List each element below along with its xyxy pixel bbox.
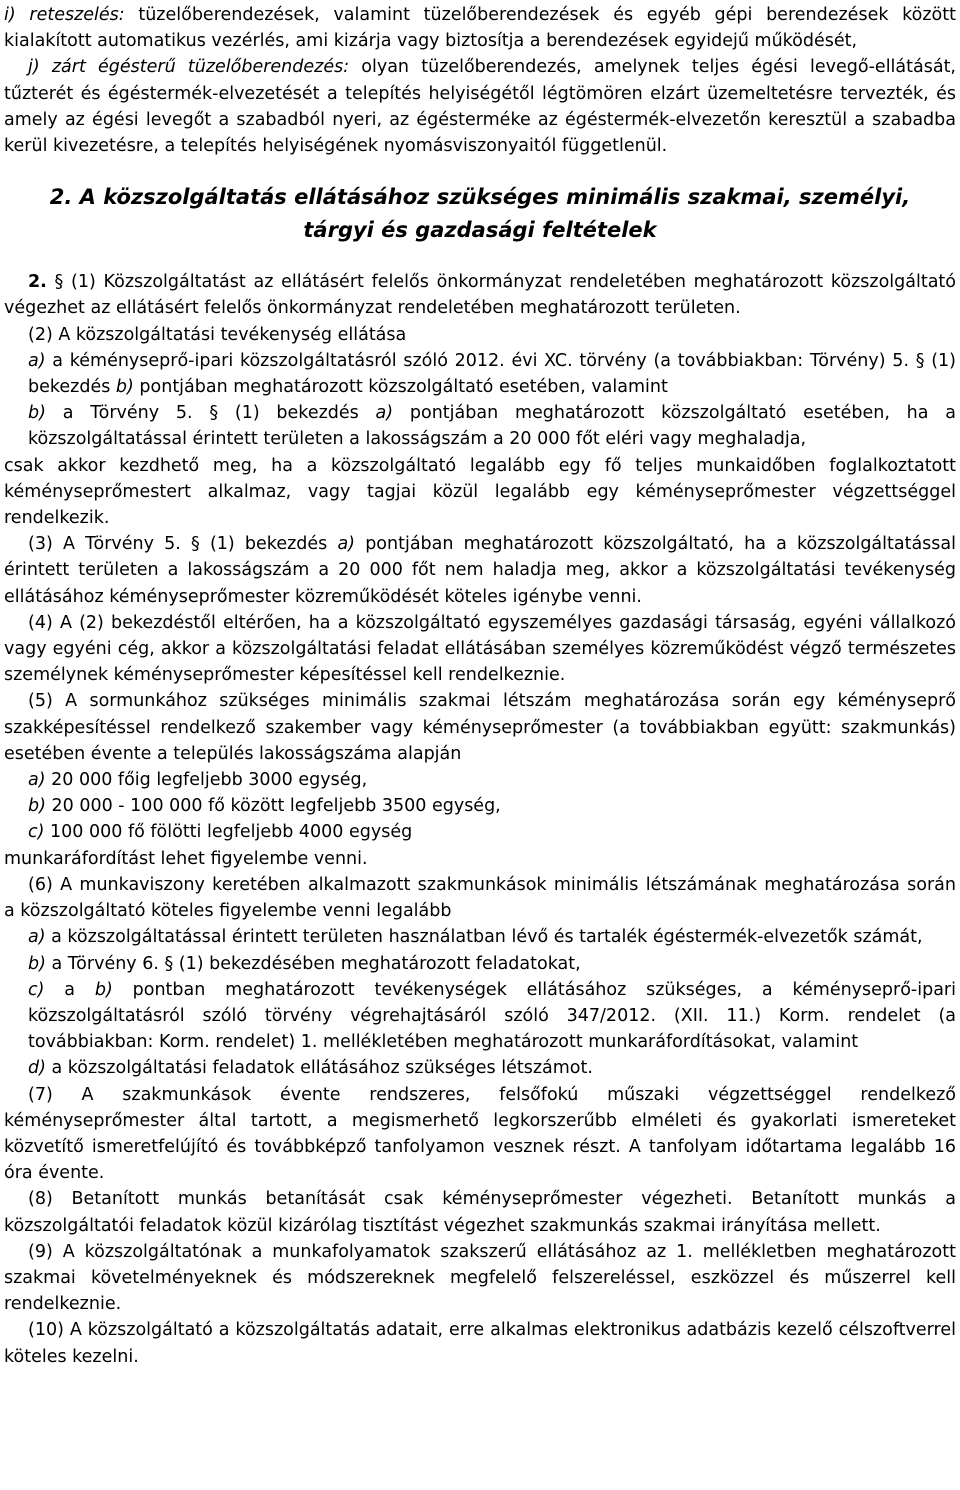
paragraph-5-item-a <box>4 767 956 793</box>
item-label: c) <box>28 822 45 843</box>
item-label: b) <box>28 953 46 974</box>
paragraph-5-tail: munkaráfordítást lehet figyelembe venni. <box>4 848 368 869</box>
definition-j <box>4 54 956 159</box>
paragraph-5-item-c <box>4 819 956 845</box>
paragraph-3 <box>4 531 956 610</box>
item-text: pontjában meghatározott közszolgáltató esetében, valamint <box>133 377 668 398</box>
paragraph-number: 2. <box>28 272 47 293</box>
definition-i-text: tüzelőberendezések, valamint tüzelőberendezések és egyéb gépi berendezések között kialakított automatikus vezérlés, ami kizárja vagy biztosítja a berendezések egyidejű működését, <box>4 5 956 52</box>
item-text: a <box>44 979 95 1000</box>
paragraph-1-text: § (1) Közszolgáltatást az ellátásért felelős önkormányzat rendeletében meghatározott közszolgáltató végezhet az ellátásért felelős önkormányzat rendeletében meghatározott területen. <box>4 272 956 319</box>
item-label: b) <box>28 403 46 424</box>
definition-i <box>4 2 956 54</box>
paragraph-2-tail: csak akkor kezdhető meg, ha a közszolgáltató legalább egy fő teljes munkaidőben foglalkoztatott kéményseprőmestert alkalmaz, vagy tagjai közül legalább egy kéményseprőmester végzettséggel rendelkezik. <box>4 455 956 529</box>
section-heading-line1: 2. A közszolgáltatás ellátásához szükséges minimális szakmai, személyi, <box>49 185 911 210</box>
item-text: 20 000 - 100 000 fő között legfeljebb 3500 egység, <box>45 796 501 817</box>
definition-j-label: j) zárt égésterű tüzelőberendezés: <box>28 57 350 78</box>
item-text: 20 000 főig legfeljebb 3000 egység, <box>45 770 368 791</box>
paragraph-7: (7) A szakmunkások évente rendszeres, felsőfokú műszaki végzettséggel rendelkező kéményseprőmester által tartott, a megismerhető legkorszerűbb elméleti és gyakorlati ismereteket közvetítő ismeretfelújító és továbbképző tanfolyamon vesznek részt. A tanfolyam időtartama legalább 16 óra évente. <box>4 1084 956 1184</box>
definition-j-text: olyan tüzelőberendezés, amelynek teljes égési levegő-ellátását, tűzterét és égéstermék-elvezetését a telepítés helyiségétől légtömören elzárt üzemeltetésre tervezték, és amely az égési levegőt a szabadból nyeri, az égésterméke az égéstermék-elvezetőn keresztül a szabadba kerül kivezetésre, a telepítés helyiségének nyomásviszonyaitól függetlenül. <box>4 57 956 157</box>
section-heading-line2: tárgyi és gazdasági feltételek <box>303 218 657 243</box>
item-text: 100 000 fő fölötti legfeljebb 4000 egység <box>44 822 413 843</box>
item-text: a Törvény 6. § (1) bekezdésében meghatározott feladatokat, <box>45 953 581 974</box>
paragraph-2: (2) A közszolgáltatási tevékenység ellátása <box>28 324 407 345</box>
paragraph-9: (9) A közszolgáltatónak a munkafolyamatok szakszerű ellátásához az 1. mellékletben meghatározott szakmai követelményeknek és módszereknek megfelelő felszereléssel, eszközzel és műszerrel kell rendelkeznie. <box>4 1241 956 1315</box>
item-text: a Törvény 5. § (1) bekezdés <box>45 403 376 424</box>
paragraph-5: (5) A sormunkához szükséges minimális szakmai létszám meghatározása során egy kéményseprő szakképesítéssel rendelkező szakember vagy kéményseprőmester (a továbbiakban együtt: szakmunkás) esetében évente a település lakosságszáma alapján <box>4 691 956 764</box>
paragraph-6-item-d <box>4 1055 956 1081</box>
paragraph-2-item-a <box>4 348 956 400</box>
paragraph-6-item-c <box>4 977 956 1056</box>
item-label: b) <box>28 796 46 817</box>
item-text: a kéményseprő-ipari közszolgáltatásról szóló 2012. évi XC. törvény (a továbbiakban: Törvény) 5. § (1) bekezdés <box>28 350 956 398</box>
paragraph-1 <box>4 269 956 321</box>
item-label: c) <box>28 979 45 1000</box>
item-text: pontban meghatározott tevékenységek ellátásához szükséges, a kéményseprő-ipari közszolgáltatásról szóló törvény végrehajtásáról szóló 347/2012. (XII. 11.) Korm. rendelet (a továbbiakban: Korm. rendelet) 1. mellékletében meghatározott munkaráfordításokat, valamint <box>28 979 956 1053</box>
item-label: a) <box>28 770 46 791</box>
paragraph-10: (10) A közszolgáltató a közszolgáltatás adatait, erre alkalmas elektronikus adatbázis kezelő célszoftverrel köteles kezelni. <box>4 1320 956 1367</box>
paragraph-2-item-b <box>4 400 956 452</box>
item-text: a közszolgáltatással érintett területen használatban lévő és tartalék égéstermék-elvezetők számát, <box>45 927 923 948</box>
paragraph-8: (8) Betanított munkás betanítását csak kéményseprőmester végezheti. Betanított munkás a közszolgáltatói feladatok közül kizárólag tisztítást végezhet szakmunkás szakmai irányítása mellett. <box>4 1189 956 1236</box>
section-heading <box>4 181 956 247</box>
paragraph-3-text: (3) A Törvény 5. § (1) bekezdés <box>28 534 338 555</box>
item-ref: a) <box>337 534 356 555</box>
item-text: a közszolgáltatási feladatok ellátásához szükséges létszámot. <box>45 1058 593 1079</box>
paragraph-4: (4) A (2) bekezdéstől eltérően, ha a közszolgáltató egyszemélyes gazdasági társaság, egyéni vállalkozó vagy egyéni cég, akkor a közszolgáltatási feladat ellátásában személyes közreműködést végző természetes személynek kéményseprőmester képesítéssel kell rendelkeznie. <box>4 612 956 686</box>
paragraph-3-text: pontjában meghatározott közszolgáltató, ha a közszolgáltatással érintett területen a lakosságszám a 20 000 főt nem haladja meg, akkor a közszolgáltatási tevékenység ellátásához kéményseprőmester közreműködését köteles igénybe venni. <box>4 534 957 607</box>
paragraph-5-item-b <box>4 793 956 819</box>
paragraph-6-item-b <box>4 951 956 977</box>
paragraph-6-item-a <box>4 924 956 950</box>
item-label: a) <box>28 927 46 948</box>
item-ref: b) <box>94 979 113 1000</box>
item-label: d) <box>28 1058 46 1079</box>
item-ref: b) <box>115 377 134 398</box>
item-text: pontjában meghatározott közszolgáltató esetében, ha a közszolgáltatással érintett területen a lakosságszám a 20 000 főt eléri vagy meghaladja, <box>28 403 956 450</box>
item-label: a) <box>28 350 46 371</box>
item-ref: a) <box>375 403 394 424</box>
definition-i-label: i) reteszelés: <box>4 5 125 25</box>
paragraph-6: (6) A munkaviszony keretében alkalmazott szakmunkások minimális létszámának meghatározása során a közszolgáltató köteles figyelembe venni legalább <box>4 874 956 922</box>
